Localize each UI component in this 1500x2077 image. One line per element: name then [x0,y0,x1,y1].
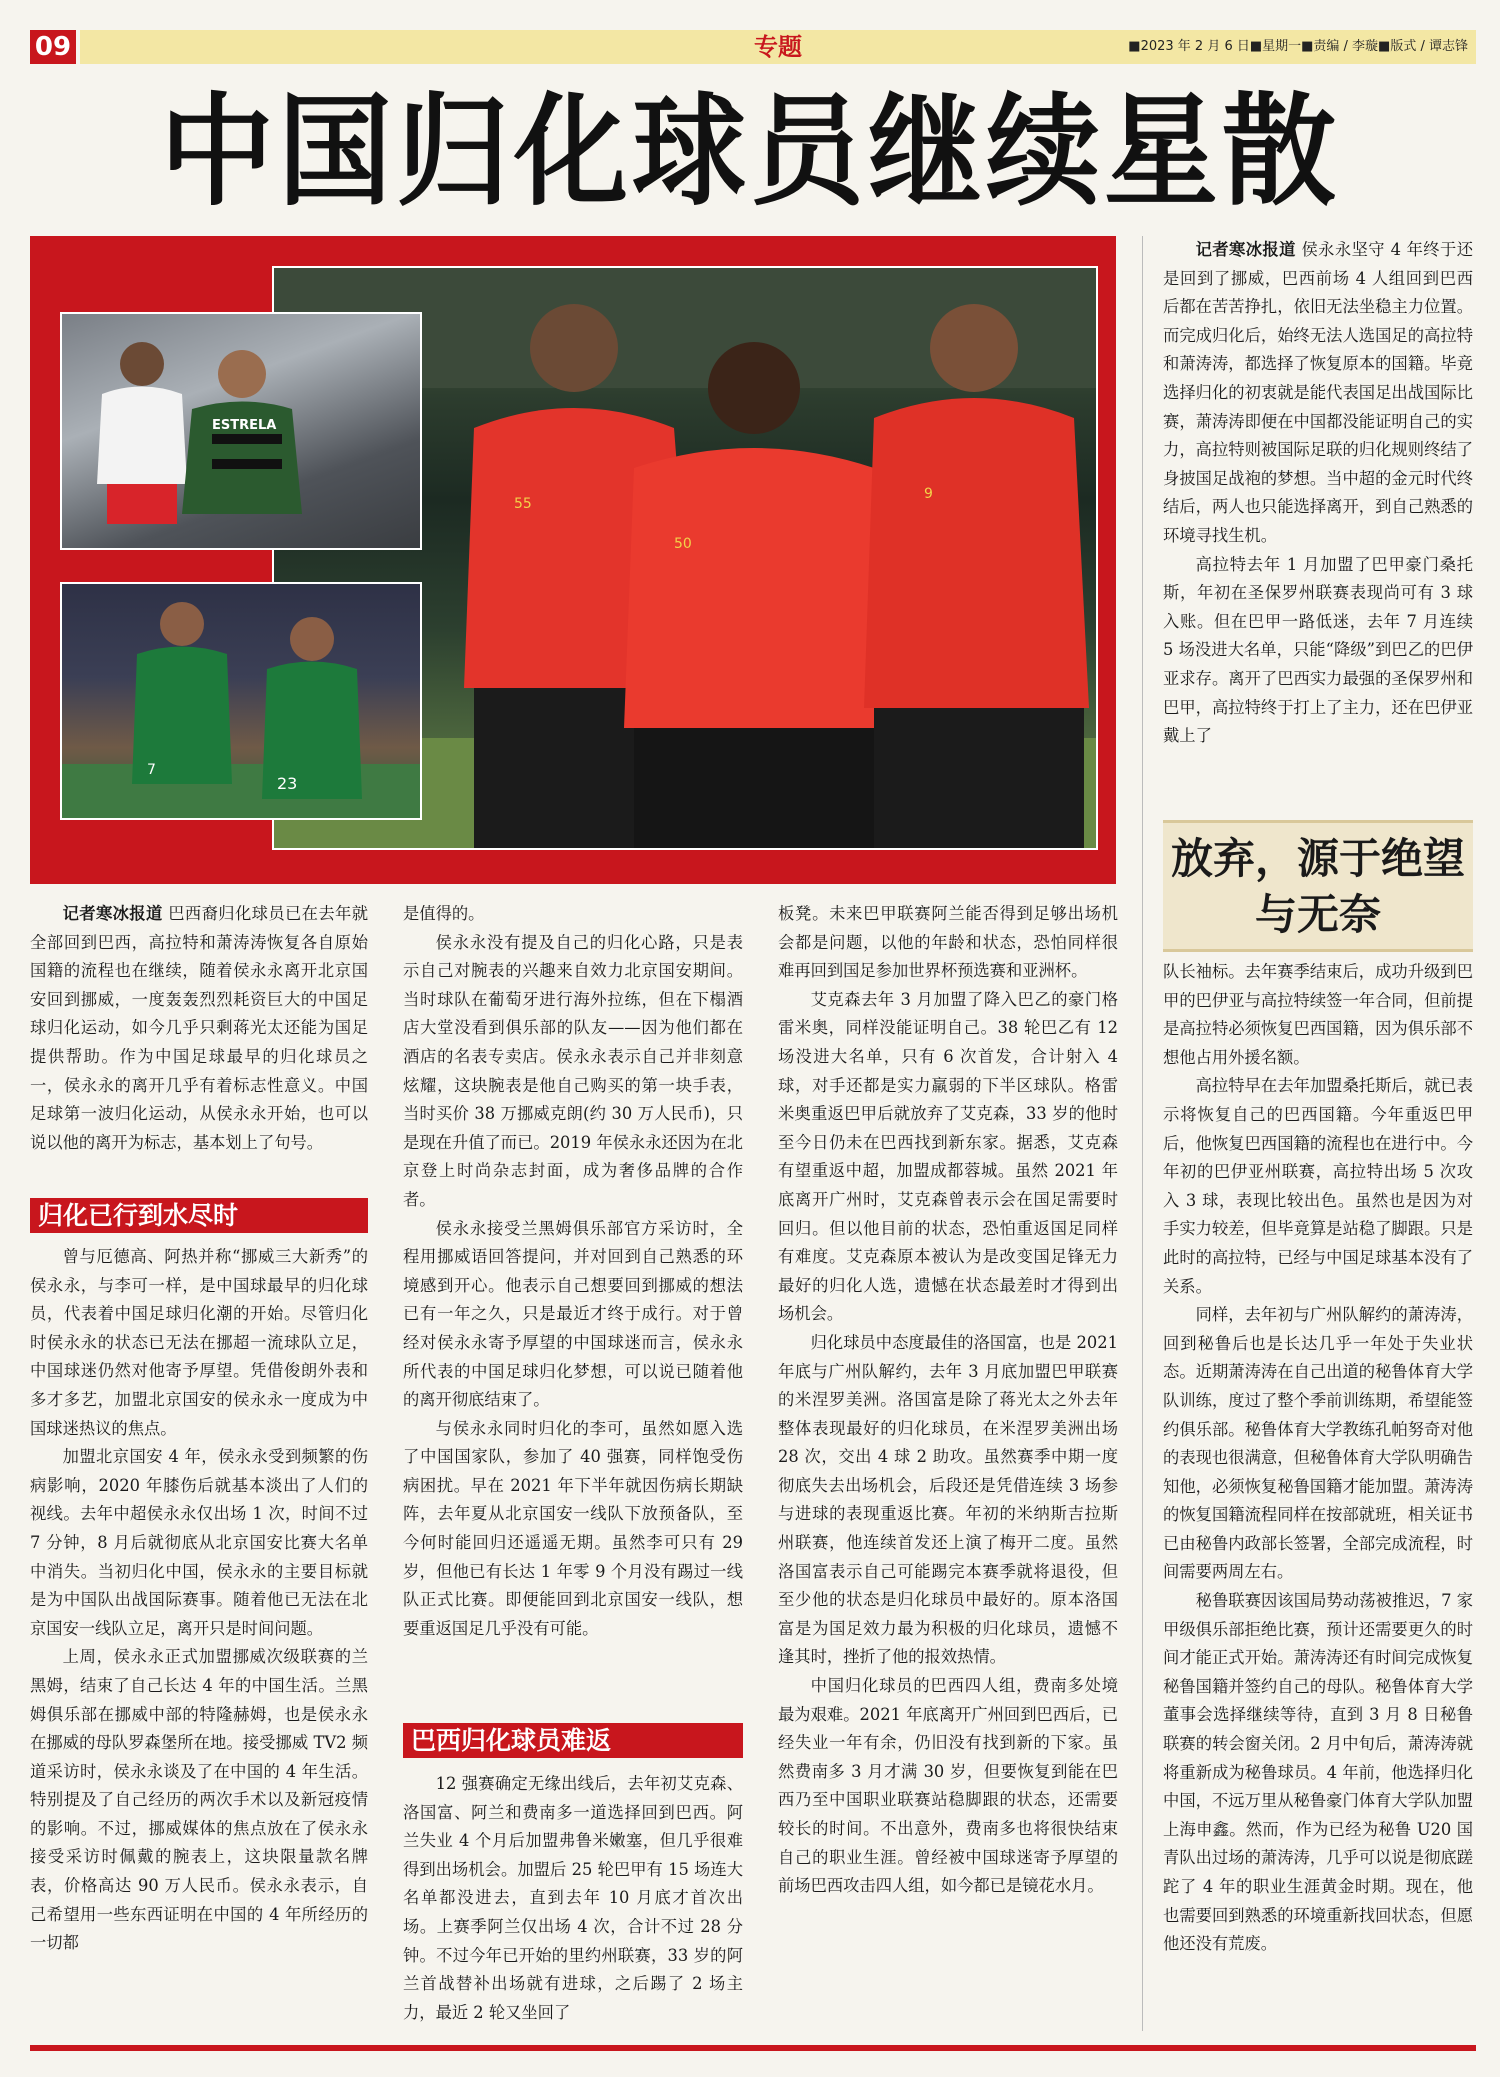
paragraph-text: 侯永永坚守 4 年终于还是回到了挪威，巴西前场 4 人组回到巴西后都在苦苦挣扎，依旧无法坐稳主力位置。而完成归化后，始终无法人选国足的高拉特和萧涛涛，都选择了恢复原本的国籍。毕竟选择归化的初衷就是能代表国足出战国际比赛，萧涛涛即便在中国都没能证明自己的实力，高拉特则被国际足联的归化规则终结了身披国足战袍的梦想。当中超的金元时代终结后，两人也只能选择离开，到自己熟悉的环境寻找生机。 [1163,240,1473,545]
dateline: ■2023 年 2 月 6 日■星期一■责编 / 李璇■版式 / 谭志锋 [1128,39,1468,54]
beijing-number-2: 23 [277,774,298,793]
club-match-illustration [62,314,420,548]
club-shirt-text: ESTRELA [212,418,277,433]
header-bar [80,30,1476,64]
paragraph: 是值得的。 [403,904,485,923]
jersey-number-1: 55 [514,496,532,512]
hero-photo-block [30,236,1116,884]
article-column-4b [1163,958,1473,1959]
paragraph: 侯永永接受兰黑姆俱乐部官方采访时，全程用挪威语回答提问，并对回到自己熟悉的环境感到开心。他表示自己想要回到挪威的想法已有一年之久，只是最近才终于成行。对于曾经对侯永永寄予厚望的中国球迷而言，侯永永所代表的中国足球归化梦想，可以说已随着他的离开彻底结束了。 [403,1218,743,1410]
section-title: 专题 [754,33,802,61]
byline-right: 记者寒冰报道 [1195,240,1296,259]
page-number: 09 [30,30,76,64]
subhead-1: 归化已行到水尽时 [30,1198,368,1233]
footer-rule [30,2045,1476,2051]
pull-quote: 放弃，源于绝望与无奈 [1163,820,1473,952]
article-column-3 [778,900,1118,1901]
jersey-number-3: 9 [924,486,933,502]
paragraph: 高拉特早在去年加盟桑托斯后，就已表示将恢复自己的巴西国籍。今年重返巴甲后，他恢复巴西国籍的流程也在进行中。今年初的巴伊亚州联赛，高拉特出场 5 次攻入 3 球，表现比较出色。虽然也是因为对手实力较差，但毕竟算是站稳了脚跟。只是此时的高拉特，已经与中国足球基本没有了关系。 [1163,1076,1473,1296]
beijing-players-illustration [62,584,420,818]
column-divider [1142,236,1143,2031]
paragraph: 上周，侯永永正式加盟挪威次级联赛的兰黑姆，结束了自己长达 4 年的中国生活。兰黑姆俱乐部在挪威中部的特隆赫姆，也是侯永永在挪威的母队罗森堡所在地。接受挪威 TV2 频道采访时，侯永永谈及了在中国的 4 年生活。特别提及了自己经历的两次手术以及新冠疫情的影响。不过，挪威媒体的焦点放在了侯永永接受采访时佩戴的腕表上，这块限量款名牌表，价格高达 90 万人民币。侯永永表示，自己希望用一些东西证明在中国的 4 年所经历的一切都 [30,1647,368,1953]
article-column-2b [403,1770,743,2027]
beijing-number-1: 7 [147,762,156,778]
article-column-1b [30,1243,368,1958]
paragraph: 同样，去年初与广州队解约的萧涛涛，回到秘鲁后也是长达几乎一年处于失业状态。近期萧涛涛在自己出道的秘鲁体育大学队训练，度过了整个季前训练期，希望能签约俱乐部。秘鲁体育大学教练孔帕努奇对他的表现也很满意，但秘鲁体育大学队明确告知他，必须恢复秘鲁国籍才能加盟。萧涛涛的恢复国籍流程同样在按部就班，相关证书已由秘鲁内政部长签署，全部完成流程，时间需要两周左右。 [1163,1305,1473,1582]
headline: 中国归化球员继续星散 [159,79,1340,223]
jersey-number-2: 50 [674,536,692,552]
inset-photo-beijing-guoan [60,582,422,820]
byline: 记者寒冰报道 [62,904,163,923]
paragraph: 艾克森去年 3 月加盟了降入巴乙的豪门格雷米奥，同样没能证明自己。38 轮巴乙有 12 场没进大名单，只有 6 次首发，合计射入 4 球，对手还都是实力羸弱的下半区球队。格雷米奥重返巴甲后就放弃了艾克森，33 岁的他时至今日仍未在巴西找到新东家。据悉，艾克森有望重返中超，加盟成都蓉城。虽然 2021 年底离开广州时，艾克森曾表示会在国足需要时回归。但以他目前的状态，恐怕重返国足同样有难度。艾克森原本被认为是改变国足锋无力最好的归化人选，遗憾在状态最差时才得到出场机会。 [778,989,1118,1324]
paragraph: 12 强赛确定无缘出线后，去年初艾克森、洛国富、阿兰和费南多一道选择回到巴西。阿兰失业 4 个月后加盟弗鲁米嫩塞，但几乎很难得到出场机会。加盟后 25 轮巴甲有 15 场连大名单都没进去，直到去年 10 月底才首次出场。上赛季阿兰仅出场 4 次，合计不过 28 分钟。不过今年已开始的里约州联赛，33 岁的阿兰首战替补出场就有进球，之后踢了 2 场主力，最近 2 轮又坐回了 [403,1774,743,2022]
lead-paragraph [30,900,368,1157]
paragraph: 秘鲁联赛因该国局势动荡被推迟，7 家甲级俱乐部拒绝比赛，预计还需要更久的时间才能正式开始。萧涛涛还有时间完成恢复秘鲁国籍并签约自己的母队。秘鲁体育大学董事会选择继续等待，直到 3 月 8 日秘鲁联赛的转会窗关闭。2 月中旬后，萧涛涛就将重新成为秘鲁球员。4 年前，他选择归化中国，不远万里从秘鲁豪门体育大学队加盟上海申鑫。然而，作为已经为秘鲁 U20 国青队出过场的萧涛涛，几乎可以说是彻底蹉跎了 4 年的职业生涯黄金时期。现在，他也需要回到熟悉的环境重新找回状态，但愿他还没有荒废。 [1163,1591,1473,1954]
lead-text: 巴西裔归化球员已在去年就全部回到巴西，高拉特和萧涛涛恢复各自原始国籍的流程也在继续，随着侯永永离开北京国安回到挪威，一度轰轰烈烈耗资巨大的中国足球归化运动，如今几乎只剩蒋光太还能为国足提供帮助。作为中国足球最早的归化球员之一，侯永永的离开几乎有着标志性意义。中国足球第一波归化运动，从侯永永开始，也可以说以他的离开为标志，基本划上了句号。 [30,904,368,1152]
paragraph: 与侯永永同时归化的李可，虽然如愿入选了中国国家队，参加了 40 强赛，同样饱受伤病困扰。早在 2021 年下半年就因伤病长期缺阵，去年夏从北京国安一线队下放预备队，至今何时能回归还遥遥无期。虽然李可只有 29 岁，但他已有长达 1 年零 9 个月没有踢过一线队正式比赛。即便能回到北京国安一线队，想要重返国足几乎没有可能。 [403,1418,743,1638]
paragraph: 中国归化球员的巴西四人组，费南多处境最为艰难。2021 年底离开广州回到巴西后，已经失业一年有余，仍旧没有找到新的下家。虽然费南多 3 月才满 30 岁，但要恢复到能在巴西乃至中国职业联赛站稳脚跟的状态，还需要较长的时间。不出意外，费南多也将很快结束自己的职业生涯。曾经被中国球迷寄予厚望的前场巴西攻击四人组，如今都已是镜花水月。 [778,1676,1118,1896]
paragraph [1163,236,1473,551]
subhead-2: 巴西归化球员难返 [403,1723,743,1758]
paragraph: 高拉特去年 1 月加盟了巴甲豪门桑托斯，年初在圣保罗州联赛表现尚可有 3 球入账。但在巴甲一路低迷，去年 7 月连续 5 场没进大名单，只能“降级”到巴乙的巴伊亚求存。离开了巴西实力最强的圣保罗州和巴甲，高拉特终于打上了主力，还在巴伊亚戴上了 [1163,554,1473,746]
paragraph: 归化球员中态度最佳的洛国富，也是 2021 年底与广州队解约，去年 3 月底加盟巴甲联赛的米涅罗美洲。洛国富是除了蒋光太之外去年整体表现最好的归化球员，在米涅罗美洲出场 28 次，交出 4 球 2 助攻。虽然赛季中期一度彻底失去出场机会，后段还是凭借连续 3 场参与进球的表现重返比赛。年初的米纳斯吉拉斯州联赛，他连续首发还上演了梅开二度。虽然洛国富表示自己可能踢完本赛季就将退役，但至少他的状态是归化球员中最好的。原本洛国富是为国足效力最为积极的归化球员，遗憾不逢其时，挫折了他的报效热情。 [778,1332,1118,1667]
paragraph: 曾与厄德高、阿热并称“挪威三大新秀”的侯永永，与李可一样，是中国球最早的归化球员，代表着中国足球归化潮的开始。尽管归化时侯永永的状态已无法在挪超一流球队立足，中国球迷仍然对他寄予厚望。凭借俊朗外表和多才多艺，加盟北京国安的侯永永一度成为中国球迷热议的焦点。 [30,1247,368,1438]
paragraph: 板凳。未来巴甲联赛阿兰能否得到足够出场机会都是问题，以他的年龄和状态，恐怕同样很难再回到国足参加世界杯预选赛和亚洲杯。 [778,904,1118,981]
article-column-4 [1163,236,1473,751]
paragraph: 队长袖标。去年赛季结束后，成功升级到巴甲的巴伊亚与高拉特续签一年合同，但前提是高拉特必须恢复巴西国籍，因为俱乐部不想他占用外援名额。 [1163,962,1473,1067]
paragraph: 加盟北京国安 4 年，侯永永受到频繁的伤病影响，2020 年膝伤后就基本淡出了人们的视线。去年中超侯永永仅出场 1 次，时间不过 7 分钟，8 月后就彻底从北京国安比赛大名单中消失。当初归化中国，侯永永的主要目标就是为中国队出战国际赛事。随着他已无法在北京国安一线队立足，离开只是时间问题。 [30,1447,368,1638]
article-column-2 [403,900,743,1643]
paragraph: 侯永永没有提及自己的归化心路，只是表示自己对腕表的兴趣来自效力北京国安期间。当时球队在葡萄牙进行海外拉练，但在下榻酒店大堂没看到俱乐部的队友——因为他们都在酒店的名表专卖店。侯永永表示自己并非刻意炫耀，这块腕表是他自己购买的第一块手表，当时买价 38 万挪威克朗(约 30 万人民币)，只是现在升值了而已。2019 年侯永永还因为在北京登上时尚杂志封面，成为奢侈品牌的合作者。 [403,932,743,1209]
page-header [30,30,1476,64]
inset-photo-club-match [60,312,422,550]
article-column-1 [30,900,368,1157]
